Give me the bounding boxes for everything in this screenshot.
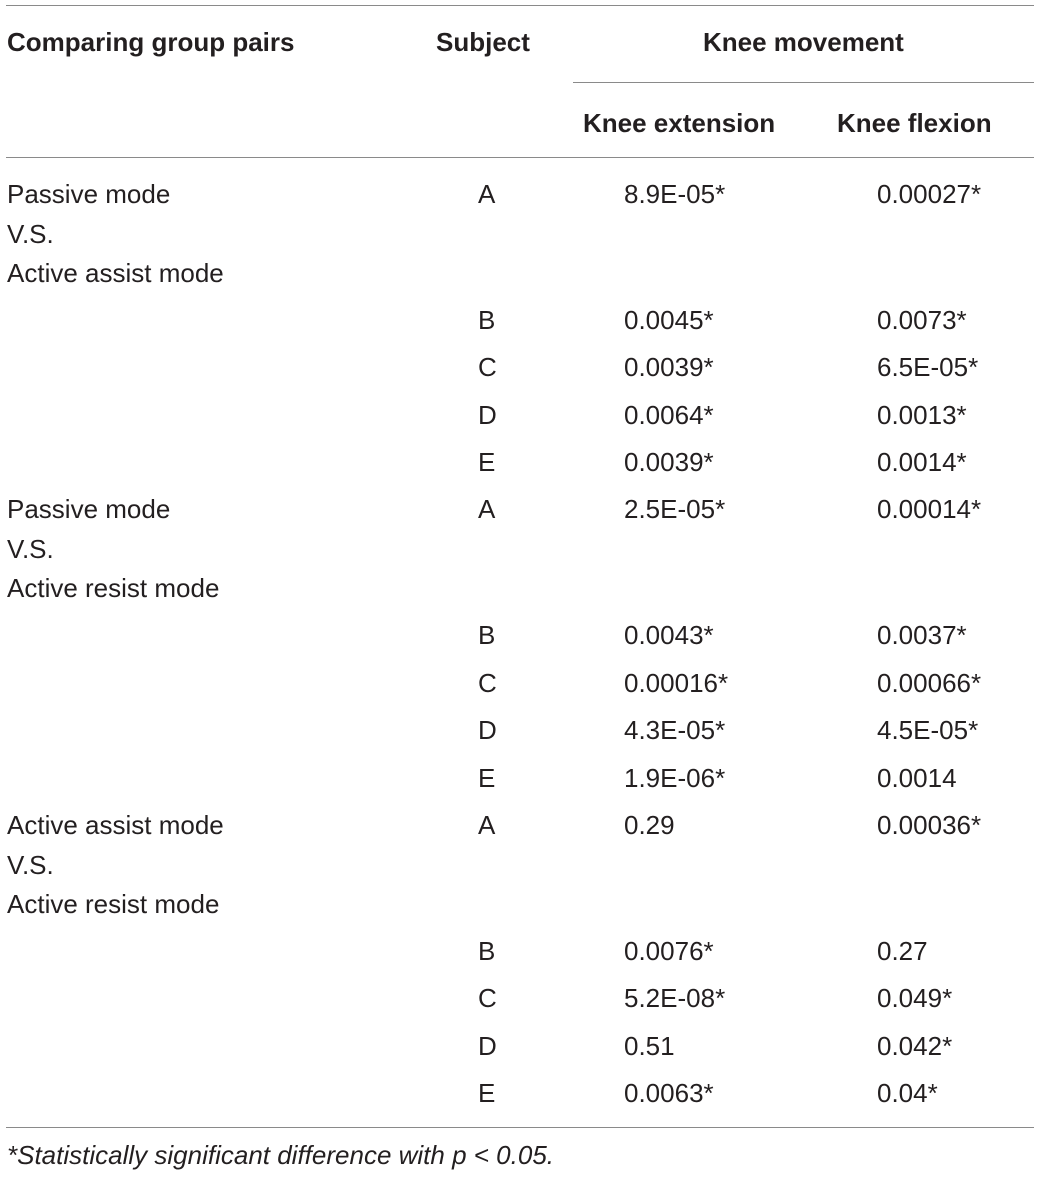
header-bottom-rule xyxy=(6,157,1034,158)
flexion-cell: 0.00036* xyxy=(877,810,982,840)
extension-cell: 8.9E-05* xyxy=(624,179,726,209)
subject-cell: C xyxy=(478,352,497,382)
extension-cell: 4.3E-05* xyxy=(624,715,726,745)
extension-cell: 5.2E-08* xyxy=(624,983,726,1013)
subject-cell: E xyxy=(478,763,496,793)
extension-cell: 2.5E-05* xyxy=(624,494,726,524)
header-knee-flexion: Knee flexion xyxy=(837,108,992,138)
header-knee-extension: Knee extension xyxy=(583,108,776,138)
header-subject: Subject xyxy=(436,27,530,57)
flexion-cell: 0.04* xyxy=(877,1078,938,1108)
flexion-cell: 0.042* xyxy=(877,1031,953,1061)
subject-cell: E xyxy=(478,447,496,477)
group-label-line: V.S. xyxy=(7,218,54,249)
extension-cell: 0.51 xyxy=(624,1031,675,1061)
group-label-line: V.S. xyxy=(7,533,54,564)
group-label-line: Passive mode xyxy=(7,179,171,209)
flexion-cell: 0.00014* xyxy=(877,494,982,524)
extension-cell: 0.0039* xyxy=(624,352,714,382)
group-label xyxy=(7,175,224,294)
flexion-cell: 0.0014* xyxy=(877,447,967,477)
subject-cell: D xyxy=(478,715,497,745)
flexion-cell: 0.0014 xyxy=(877,763,957,793)
header-sub-rule xyxy=(573,82,1034,83)
flexion-cell: 0.27 xyxy=(877,936,928,966)
extension-cell: 0.0043* xyxy=(624,620,714,650)
flexion-cell: 0.0073* xyxy=(877,305,967,335)
subject-cell: E xyxy=(478,1078,496,1108)
flexion-cell: 4.5E-05* xyxy=(877,715,979,745)
header-knee-movement: Knee movement xyxy=(703,27,904,57)
group-label xyxy=(7,490,219,609)
subject-cell: A xyxy=(478,179,496,209)
extension-cell: 0.29 xyxy=(624,810,675,840)
extension-cell: 0.0045* xyxy=(624,305,714,335)
flexion-cell: 0.0037* xyxy=(877,620,967,650)
flexion-cell: 6.5E-05* xyxy=(877,352,979,382)
subject-cell: D xyxy=(478,1031,497,1061)
subject-cell: B xyxy=(478,620,496,650)
group-label-line: Active resist mode xyxy=(7,889,220,919)
subject-cell: C xyxy=(478,668,497,698)
extension-cell: 0.0064* xyxy=(624,400,714,430)
extension-cell: 1.9E-06* xyxy=(624,763,726,793)
flexion-cell: 0.0013* xyxy=(877,400,967,430)
group-label-line: Active assist mode xyxy=(7,810,224,840)
subject-cell: D xyxy=(478,400,497,430)
subject-cell: A xyxy=(478,810,496,840)
table-top-rule xyxy=(6,5,1034,6)
extension-cell: 0.0076* xyxy=(624,936,714,966)
flexion-cell: 0.049* xyxy=(877,983,953,1013)
subject-cell: B xyxy=(478,936,496,966)
group-label-line: V.S. xyxy=(7,849,54,880)
header-comparing-group-pairs: Comparing group pairs xyxy=(7,27,295,57)
table-bottom-rule xyxy=(6,1127,1034,1128)
group-label-line: Passive mode xyxy=(7,494,171,524)
group-label-line: Active resist mode xyxy=(7,573,220,603)
group-label-line: Active assist mode xyxy=(7,258,224,288)
extension-cell: 0.0039* xyxy=(624,447,714,477)
extension-cell: 0.0063* xyxy=(624,1078,714,1108)
group-label xyxy=(7,806,224,925)
flexion-cell: 0.00027* xyxy=(877,179,982,209)
flexion-cell: 0.00066* xyxy=(877,668,982,698)
table-footnote: *Statistically significant difference with p < 0.05. xyxy=(7,1140,555,1170)
subject-cell: A xyxy=(478,494,496,524)
subject-cell: C xyxy=(478,983,497,1013)
subject-cell: B xyxy=(478,305,496,335)
extension-cell: 0.00016* xyxy=(624,668,729,698)
